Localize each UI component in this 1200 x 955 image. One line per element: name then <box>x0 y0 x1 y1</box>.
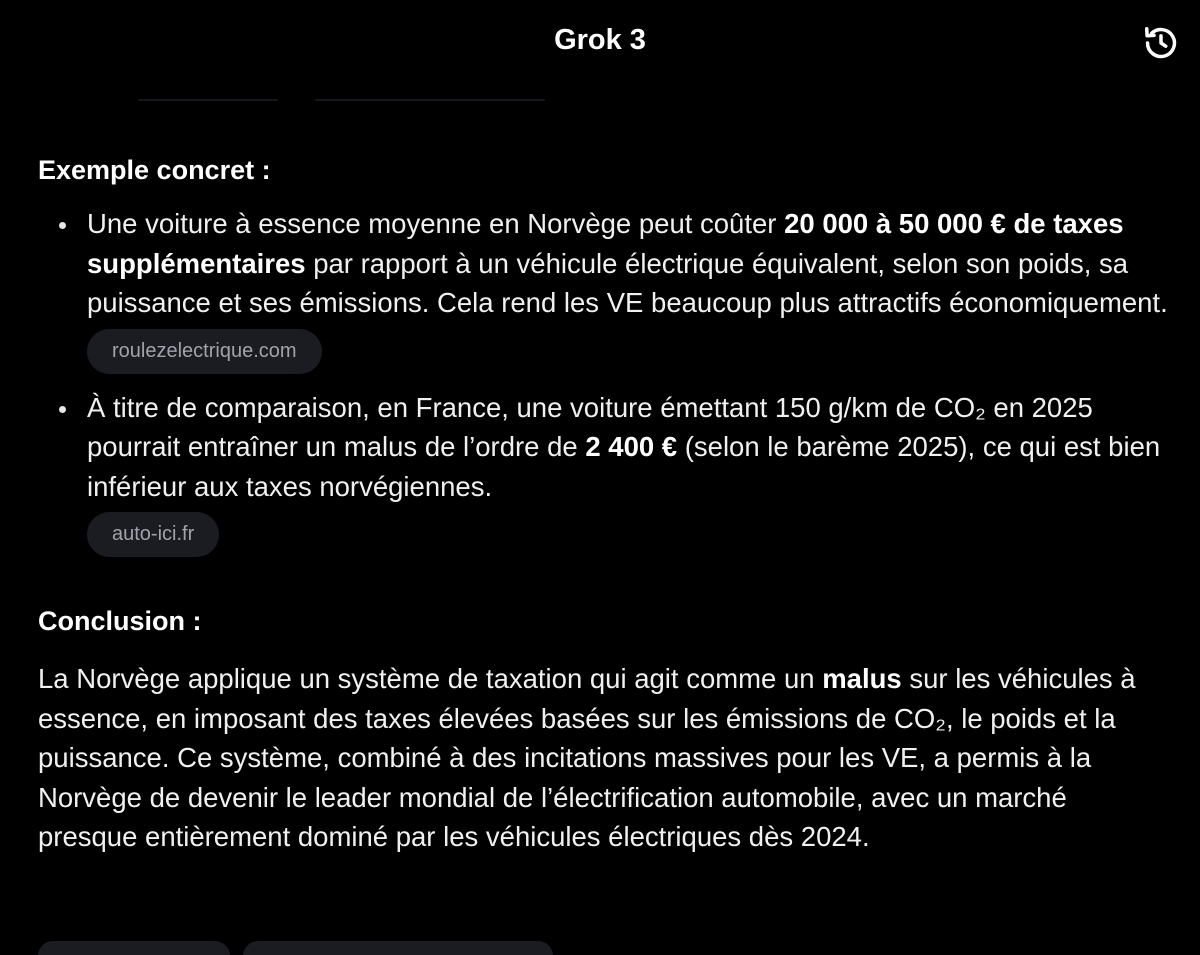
bullet-text: Une voiture à essence moyenne en Norvège peut coûter 20 000 à 50 000 € de taxes supplémentaires par rapport à un véhicule électrique équivalent, selon son poids, sa puissance et ses émissions. Cela rend les VE beaucoup plus attractifs économiquement. <box>87 208 1168 318</box>
top-bar <box>0 0 1200 90</box>
source-chip-scrolled[interactable] <box>315 99 545 101</box>
source-link-chip[interactable]: auto-ici.fr <box>87 512 219 557</box>
bullet-icon <box>59 222 66 229</box>
bullet-icon <box>59 406 66 413</box>
list-item <box>38 204 1168 374</box>
example-list <box>38 204 1168 557</box>
source-chip-cutoff[interactable] <box>38 941 230 955</box>
bold-text: malus <box>822 663 902 694</box>
assistant-message <box>38 150 1168 857</box>
source-link-chip[interactable]: roulezelectrique.com <box>87 329 322 374</box>
source-chip-cutoff[interactable] <box>243 941 553 955</box>
bullet-text: À titre de comparaison, en France, une voiture émettant 150 g/km de CO₂ en 2025 pourrait entraîner un malus de l’ordre de 2 400 € (selon le barème 2025), ce qui est bien inférieur aux taxes norvégiennes. <box>87 391 1161 502</box>
history-icon <box>1142 24 1180 62</box>
source-chip-scrolled[interactable] <box>138 99 278 101</box>
bold-text: 20 000 à 50 000 € de taxes supplémentaires <box>87 208 1124 279</box>
conclusion-heading: Conclusion : <box>38 606 202 636</box>
history-button[interactable] <box>1140 22 1182 64</box>
example-heading: Exemple concret : <box>38 155 271 185</box>
list-item <box>38 388 1168 558</box>
bold-text: 2 400 € <box>585 431 678 462</box>
model-title[interactable]: Grok 3 <box>554 24 646 56</box>
conclusion-paragraph: La Norvège applique un système de taxation qui agit comme un malus sur les véhicules à essence, en imposant des taxes élevées basées sur les émissions de CO₂, le poids et la puissance. Ce système, combiné à des incitations massives pour les VE, a permis à la Norvège de devenir le leader mondial de l’électrification automobile, avec un marché presque entièrement dominé par les véhicules électriques dès 2024. <box>38 663 1136 852</box>
